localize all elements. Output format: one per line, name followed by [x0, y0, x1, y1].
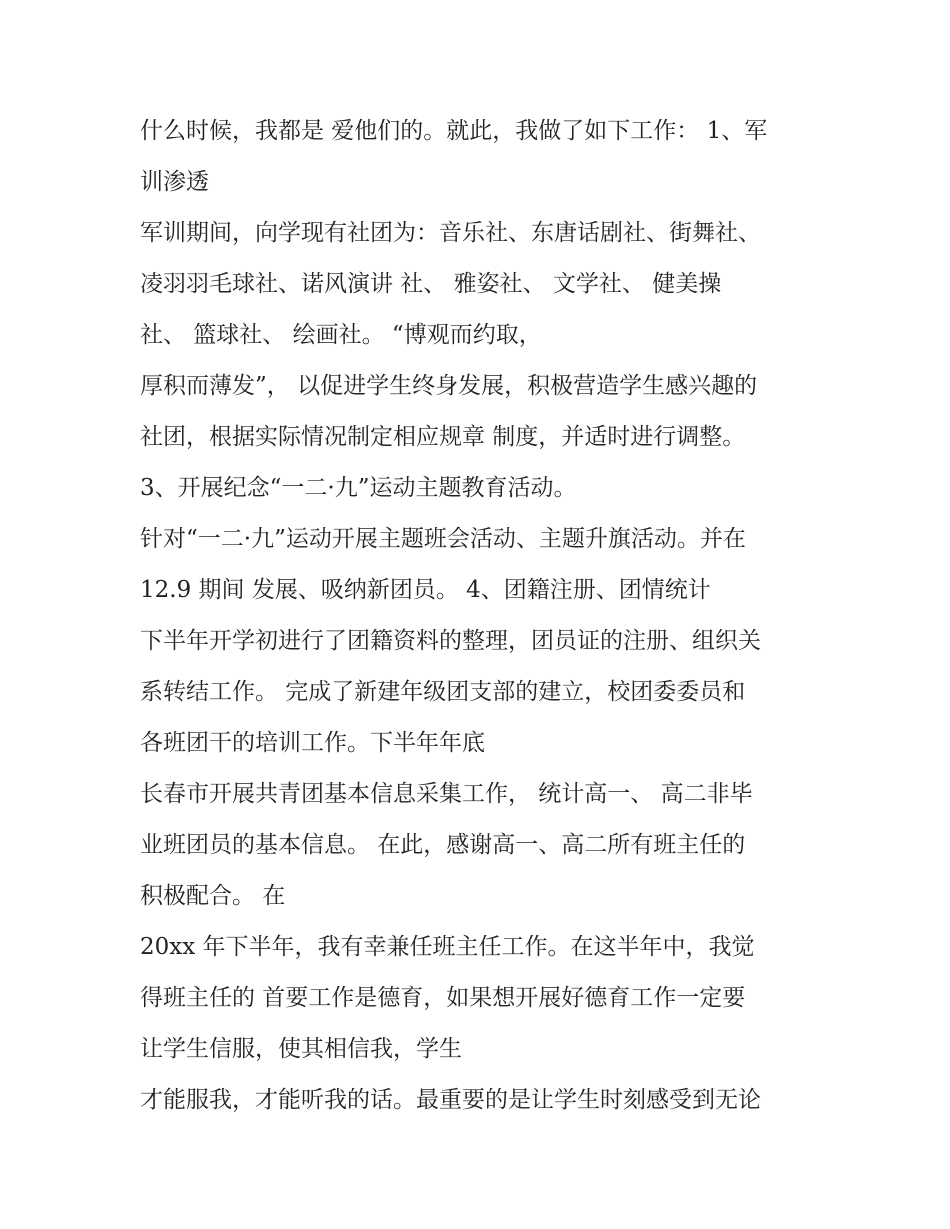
text-line: 针对“一二·九”运动开展主题班会活动、主题升旗活动。并在	[140, 526, 746, 552]
text-line: 让学生信服，使其相信我，学生	[140, 1036, 462, 1062]
text-line: 社团，根据实际情况制定相应规章 制度，并适时进行调整。	[140, 424, 746, 450]
text-line: 3、开展纪念“一二·九”运动主题教育活动。	[140, 475, 577, 501]
text-line: 20xx 年下半年，我有幸兼任班主任工作。在这半年中，我觉	[140, 934, 755, 960]
text-line: 下半年开学初进行了团籍资料的整理，团员证的注册、组织关	[140, 628, 761, 654]
text-line: 业班团员的基本信息。 在此，感谢高一、高二所有班主任的	[140, 832, 746, 858]
text-line: 积极配合。 在	[140, 883, 286, 909]
text-line: 才能服我，才能听我的话。最重要的是让学生时刻感受到无论	[140, 1087, 761, 1113]
text-line: 什么时候，我都是 爱他们的。就此，我做了如下工作： 1、军	[140, 118, 768, 144]
text-line: 凌羽羽毛球社、诺风演讲 社、 雅姿社、 文学社、 健美操	[140, 271, 722, 297]
text-line: 系转结工作。 完成了新建年级团支部的建立，校团委委员和	[140, 679, 746, 705]
text-line: 12.9 期间 发展、吸纳新团员。 4、团籍注册、团情统计	[140, 577, 711, 603]
text-line: 各班团干的培训工作。下半年年底	[140, 730, 485, 756]
text-line: 长春市开展共青团基本信息采集工作， 统计高一、 高二非毕	[140, 781, 753, 807]
text-line: 社、 篮球社、 绘画社。 “博观而约取，	[140, 322, 542, 348]
text-line: 训渗透	[140, 169, 209, 195]
document-body	[140, 106, 830, 1126]
text-line: 得班主任的 首要工作是德育，如果想开展好德育工作一定要	[140, 985, 746, 1011]
text-line: 军训期间，向学现有社团为：音乐社、东唐话剧社、街舞社、	[140, 220, 761, 246]
text-line: 厚积而薄发”， 以促进学生终身发展，积极营造学生感兴趣的	[140, 373, 758, 399]
